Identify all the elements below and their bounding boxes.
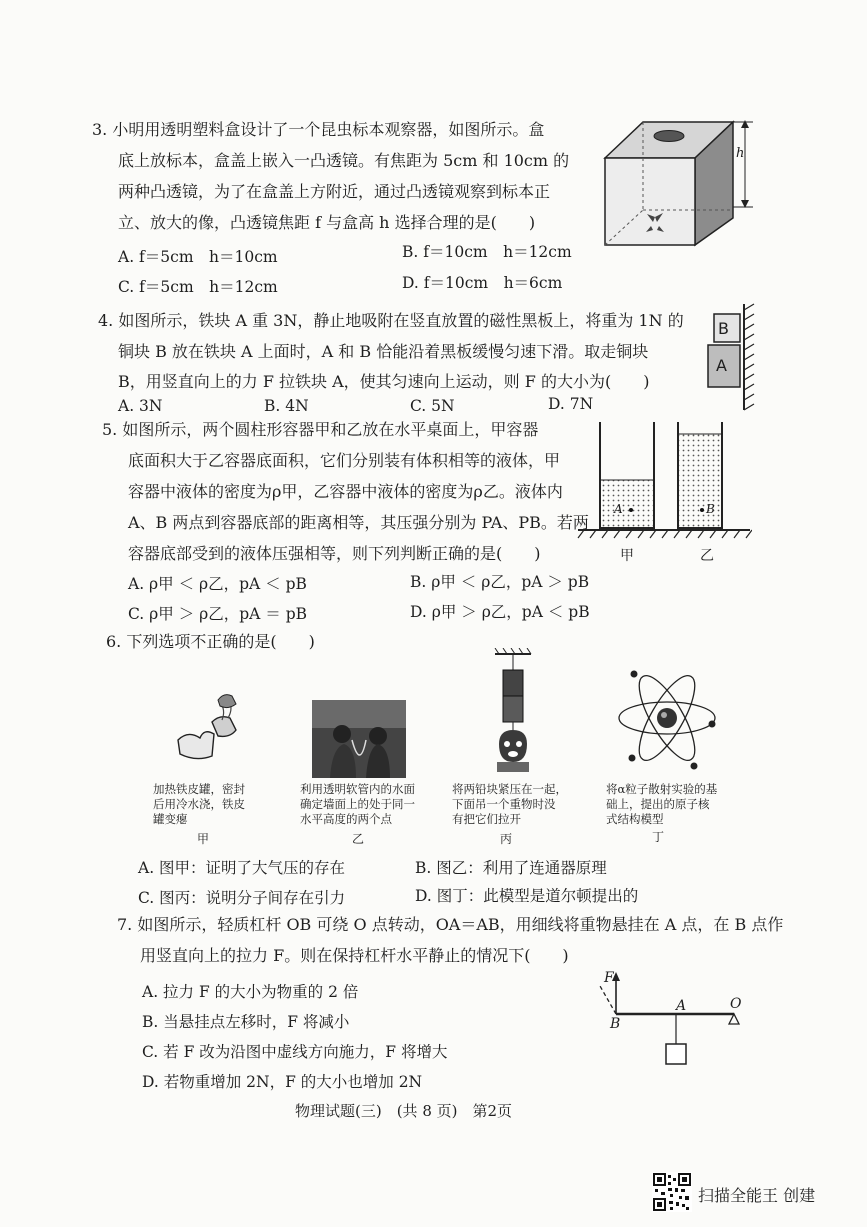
- q7-line-2: 用竖直向上的拉力 F。则在保持杠杆水平静止的情况下( ): [140, 946, 569, 965]
- q6-option-d: D. 图丁：此模型是道尔顿提出的: [415, 887, 639, 905]
- q5-containers-figure: [576, 418, 752, 548]
- q5-yi-label: 乙: [700, 548, 714, 564]
- q3-line-3: 两种凸透镜，为了在盒盖上方附近，通过凸透镜观察到标本正: [118, 182, 551, 201]
- q3-box-figure: [595, 110, 770, 250]
- q7-option-a: A. 拉力 F 的大小为物重的 2 倍: [142, 983, 359, 1001]
- q5-option-d: D. ρ甲 ＞ ρ乙，pA ＜ pB: [410, 603, 590, 621]
- q4-block-b-label: B: [718, 319, 729, 338]
- q6-fig-yi-caption-2: 确定墙面上的处于同一: [300, 797, 415, 811]
- q6-option-b: B. 图乙：利用了连通器原理: [415, 859, 607, 877]
- q6-fig-jia-caption-1: 加热铁皮罐，密封: [153, 782, 245, 796]
- q7-lever-figure: [598, 966, 758, 1076]
- q5-point-b-label: B: [706, 502, 715, 516]
- q6-fig-ding-caption-1: 将α粒子散射实验的基: [606, 782, 718, 796]
- q4-blackboard-figure: [704, 302, 760, 414]
- q6-fig-yi-label: 乙: [352, 832, 365, 846]
- page-footer: 物理试题(三) (共 8 页) 第2页: [295, 1102, 513, 1120]
- q5-jia-label: 甲: [620, 548, 634, 564]
- q6-fig-yi-caption-1: 利用透明软管内的水面: [300, 782, 415, 796]
- q7-b-label: B: [610, 1016, 621, 1032]
- q5-option-c: C. ρ甲 ＞ ρ乙，pA ＝ pB: [128, 605, 308, 623]
- q4-line-3: B，用竖直向上的力 F 拉铁块 A，使其匀速向上运动，则 F 的大小为( ): [118, 372, 650, 391]
- q6-fig-bing-caption-2: 下面吊一个重物时没: [452, 797, 556, 811]
- q6-fig-ding-label: 丁: [652, 830, 665, 844]
- q7-line-1: 7. 如图所示，轻质杠杆 OB 可绕 O 点转动，OA＝AB，用细线将重物悬挂在 A 点，在 B 点作: [117, 915, 784, 934]
- q3-h-label: h: [736, 146, 745, 161]
- q6-stem: 6. 下列选项不正确的是( ): [106, 632, 315, 651]
- q6-fig-ding-caption-2: 础上，提出的原子核: [606, 797, 710, 811]
- q4-block-a-label: A: [716, 356, 727, 375]
- q5-option-b: B. ρ甲 ＜ ρ乙，pA ＞ pB: [410, 573, 590, 591]
- q6-fig-jia-caption-2: 后用冷水浇，铁皮: [153, 797, 245, 811]
- q6-option-a: A. 图甲：证明了大气压的存在: [138, 859, 346, 877]
- q6-fig-jia-can-figure: [172, 692, 252, 764]
- q7-option-c: C. 若 F 改为沿图中虚线方向施力，F 将增大: [142, 1043, 448, 1061]
- q6-fig-bing-caption-3: 有把它们拉开: [452, 812, 521, 826]
- q3-option-d: D. f＝10cm h＝6cm: [402, 274, 563, 292]
- q7-a-label: A: [676, 998, 687, 1014]
- q6-fig-yi-caption-3: 水平高度的两个点: [300, 812, 392, 826]
- q3-line-4: 立、放大的像，凸透镜焦距 f 与盒高 h 选择合理的是( ): [118, 213, 536, 232]
- q7-option-b: B. 当悬挂点左移时，F 将减小: [142, 1013, 350, 1031]
- q7-f-label: F: [604, 970, 614, 986]
- scanner-watermark: 扫描全能王 创建: [698, 1186, 816, 1205]
- q6-fig-yi-photo: [312, 700, 406, 778]
- q5-option-a: A. ρ甲 ＜ ρ乙，pA ＜ pB: [128, 575, 307, 593]
- q4-option-d: D. 7N: [548, 395, 594, 413]
- q7-option-d: D. 若物重增加 2N，F 的大小也增加 2N: [142, 1073, 423, 1091]
- q4-option-c: C. 5N: [410, 397, 455, 415]
- q4-option-a: A. 3N: [118, 397, 163, 415]
- q6-option-c: C. 图丙：说明分子间存在引力: [138, 889, 346, 907]
- q3-option-c: C. f＝5cm h＝12cm: [118, 278, 278, 296]
- q6-fig-bing-label: 丙: [500, 832, 513, 846]
- q3-option-a: A. f＝5cm h＝10cm: [118, 248, 278, 266]
- q5-line-4: A、B 两点到容器底部的距离相等，其压强分别为 PA、PB。若两: [128, 513, 589, 532]
- q6-fig-bing-caption-1: 将两铅块紧压在一起，: [452, 782, 567, 796]
- q5-line-5: 容器底部受到的液体压强相等，则下列判断正确的是( ): [128, 544, 541, 563]
- q4-line-1: 4. 如图所示，铁块 A 重 3N，静止地吸附在竖直放置的磁性黑板上，将重为 1N 的: [98, 311, 684, 330]
- q5-point-a-label: A: [614, 502, 623, 516]
- q5-line-1: 5. 如图所示，两个圆柱形容器甲和乙放在水平桌面上，甲容器: [102, 420, 539, 439]
- q6-fig-bing-lead-figure: [485, 648, 541, 778]
- q6-fig-ding-atom-figure: [614, 662, 720, 774]
- q6-fig-ding-caption-3: 式结构模型: [606, 812, 664, 826]
- q3-line-1: 3. 小明用透明塑料盒设计了一个昆虫标本观察器，如图所示。盒: [92, 120, 545, 139]
- q5-line-2: 底面积大于乙容器底面积，它们分别装有体积相等的液体，甲: [128, 451, 561, 470]
- q4-option-b: B. 4N: [264, 397, 309, 415]
- q6-fig-jia-caption-3: 罐变瘪: [153, 812, 188, 826]
- q3-line-2: 底上放标本，盒盖上嵌入一凸透镜。有焦距为 5cm 和 10cm 的: [118, 151, 570, 170]
- q4-line-2: 铜块 B 放在铁块 A 上面时，A 和 B 恰能沿着黑板缓慢匀速下滑。取走铜块: [118, 342, 649, 361]
- q3-option-b: B. f＝10cm h＝12cm: [402, 243, 572, 261]
- q5-line-3: 容器中液体的密度为ρ甲，乙容器中液体的密度为ρ乙。液体内: [128, 482, 563, 501]
- q7-o-label: O: [730, 996, 742, 1012]
- q6-fig-jia-label: 甲: [197, 832, 210, 846]
- qr-code-icon: [652, 1172, 692, 1212]
